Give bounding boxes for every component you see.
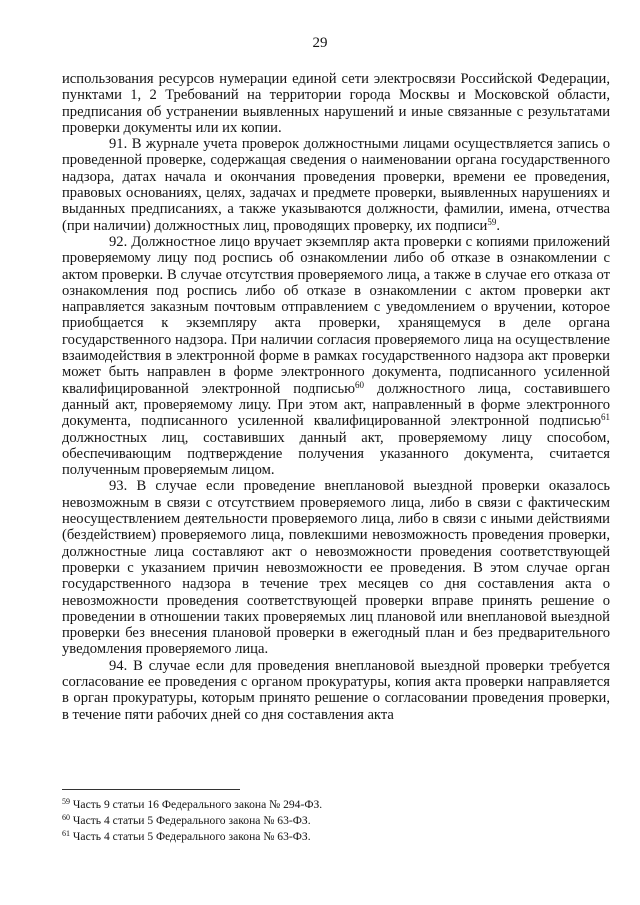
footnote-ref-60: 60	[355, 379, 365, 390]
page-number: 29	[312, 35, 328, 51]
footnote-60	[62, 813, 610, 829]
footnote-separator	[62, 789, 240, 790]
footnote-59	[62, 797, 610, 813]
paragraph-text: 92. Должностное лицо вручает экземпляр акта проверки с копиями приложений проверяемому лицу под роспись об ознакомлении либо об отказе в ознакомлении с актом проверки. В случае отсутствия проверяемого лица, а также в случае его отказа от ознакомления под роспись либо об отказе в ознакомлении с актом проверки акт направляется заказным почтовым отправлением с уведомлением о вручении, которое приобщается к экземпляру акта проверки, хранящемуся в деле органа государственного надзора. При наличии согласия проверяемого лица на осуществление взаимодействия в электронной форме в рамках государственного надзора акт проверки может быть направлен в форме электронного документа, подписанного усиленной квалифицированной электронной подписью	[62, 233, 610, 397]
paragraph-text: должностных лиц, составивших данный акт, проверяемому лицу способом, обеспечивающим подтверждение получения указанного документа, считается полученным проверяемым лицом.	[62, 429, 610, 479]
footnote-text: Часть 4 статьи 5 Федерального закона № 63-ФЗ.	[70, 830, 311, 843]
footnote-number: 60	[62, 813, 70, 822]
footnote-ref-59: 59	[487, 216, 497, 227]
footnote-text: Часть 4 статьи 5 Федерального закона № 63-ФЗ.	[70, 814, 311, 827]
paragraph-92	[62, 234, 610, 478]
footnote-number: 61	[62, 829, 70, 838]
footnote-number: 59	[62, 797, 70, 806]
paragraph-93	[62, 478, 610, 657]
paragraph-text: 94. В случае если для проведения внеплановой выездной проверки требуется согласование ее проведения с органом прокуратуры, копия акта проверки направляется в орган прокуратуры, которым принято решение о согласовании проведения проверки, в течение пяти рабочих дней со дня составления акта	[62, 657, 610, 723]
footnote-ref-61: 61	[601, 412, 610, 423]
footnotes	[62, 797, 610, 845]
paragraph-text: 91. В журнале учета проверок должностными лицами осуществляется запись о проведенной проверке, содержащая сведения о наименовании органа государственного надзора, датах начала и окончания проведения проверки, времени ее проведения, правовых основаниях, целях, задачах и предмете проверки, выявленных нарушениях и выданных предписаниях, а также указываются должности, фамилии, имена, отчества (при наличии) должностных лиц, проводящих проверку, их подписи	[62, 136, 610, 234]
paragraph-text: 93. В случае если проведение внеплановой выездной проверки оказалось невозможным в связи с отсутствием проверяемого лица, либо в связи с фактическим неосуществлением деятельности проверяемого лица, либо в связи с иными действиями (бездействием) проверяемого лица, повлекшими невозможность проведения проверки, должностные лица составляют акт о невозможности проведения соответствующей проверки с указанием причин невозможности ее проведения. В этом случае орган государственного надзора в течение трех месяцев со дня составления акта о невозможности проведения соответствующей проверки вправе принять решение о проведении в отношении таких проверяемых лиц плановой или внеплановой выездной проверки без внесения плановой проверки в ежегодный план и без предварительного уведомления проверяемого лица.	[62, 478, 610, 658]
footnote-text: Часть 9 статьи 16 Федерального закона № 294-ФЗ.	[70, 798, 323, 811]
paragraph-text: должностного лица, составившего данный акт, проверяемому лицу. При этом акт, направленный в форме электронного документа, подписанного усиленной квалифицированной электронной подписью	[62, 380, 610, 430]
paragraph-91	[62, 136, 610, 234]
paragraph-94	[62, 658, 610, 723]
footnote-61	[62, 829, 610, 845]
paragraph-text: .	[496, 217, 501, 234]
paragraph-text: использования ресурсов нумерации единой сети электросвязи Российской Федерации, пунктами 1, 2 Требований на территории города Москвы и Московской области, предписания об устранении выявленных нарушений и иные связанные с результатами проверки документы или их копии.	[62, 71, 610, 136]
paragraph-continuation	[62, 71, 610, 136]
body-text	[62, 71, 610, 723]
